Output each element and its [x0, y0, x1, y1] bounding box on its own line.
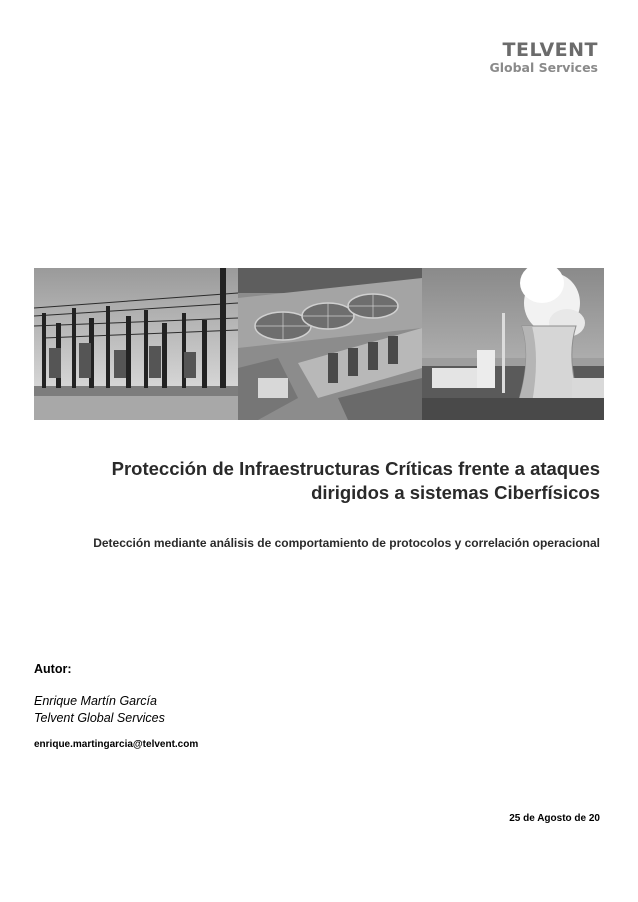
logo-subtitle: Global Services — [489, 60, 598, 75]
author-name: Enrique Martín García — [34, 694, 157, 708]
infrastructure-photo-strip — [34, 268, 604, 420]
telvent-logo — [486, 40, 598, 75]
author-email: enrique.martingarcia@telvent.com — [34, 739, 199, 750]
document-title — [60, 457, 600, 505]
title-line-1: Protección de Infraestructuras Críticas frente a ataques — [111, 458, 600, 479]
document-date: 25 de Agosto de 20 — [509, 813, 600, 824]
water-treatment-image — [238, 268, 422, 420]
author-organization: Telvent Global Services — [34, 711, 165, 725]
substation-image — [34, 268, 238, 420]
cooling-tower-image — [422, 268, 604, 420]
author-label: Autor: — [34, 662, 72, 676]
logo-brand: TELVENT — [502, 39, 598, 61]
title-line-2: dirigidos a sistemas Ciberfísicos — [311, 482, 600, 503]
document-subtitle: Detección mediante análisis de comportamiento de protocolos y correlación operacional — [93, 536, 600, 550]
